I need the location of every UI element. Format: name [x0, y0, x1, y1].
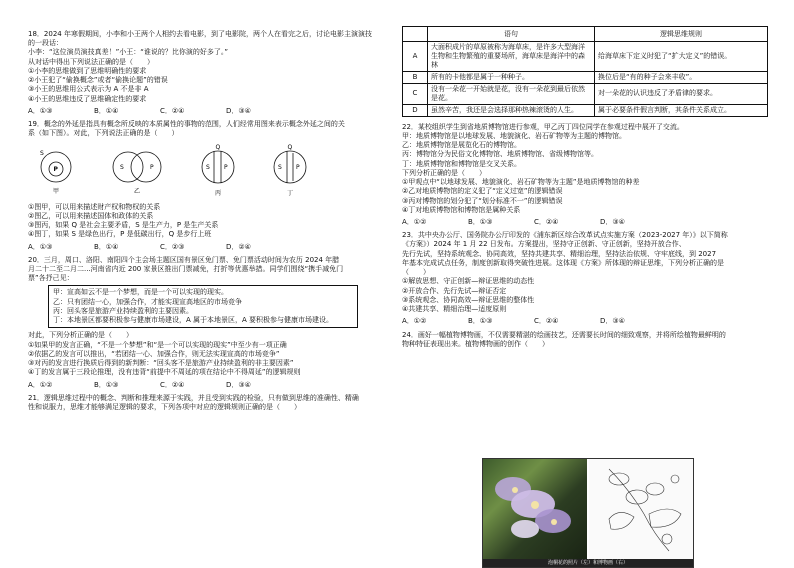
q20-stem-line3: 票”各抒己见： [28, 274, 74, 283]
table-row-label[interactable]: A [403, 42, 428, 72]
q22-statement-3: ③丙对博物馆的划分犯了“划分标准不一”的逻辑错误 [402, 196, 563, 205]
question-20 [28, 256, 390, 390]
q18-option-c[interactable]: C．②④ [160, 106, 185, 115]
q18-stem-line1: 18．2024 年寒假期间，小李和小王两个人相约去看电影，到了电影院，两个人在看完之后，讨论电影主演演技 [28, 30, 372, 38]
table-header-statement: 语句 [428, 27, 595, 42]
paulownia-figure [482, 458, 694, 568]
diagram-yi-label-s: S [120, 163, 124, 171]
q23-option-b[interactable]: B．①③ [468, 317, 493, 326]
q23-stem-line3: 先行先试，坚持系统观念、协同高效，坚持共建共享、精细治理，坚持法治依规、守牢底线，到 2027 [402, 249, 717, 258]
right-column [402, 26, 768, 566]
q23-statement-2: ②开放合作、先行先试—辩证否定 [402, 286, 507, 295]
table-row [403, 71, 768, 83]
q23-options [402, 317, 768, 326]
q18-statement-3: ③小王的思维用公式表示为 A 不是非 A [28, 85, 149, 94]
q18-statement-1: ①小李的思维做到了思维明确性的要求 [28, 66, 147, 75]
diagram-ding-name: 丁 [287, 189, 294, 197]
q18-options [28, 107, 390, 116]
q19-statement-2: ②图乙，可以用来描述国体和政体的关系 [28, 211, 154, 220]
diagram-bing-name: 丙 [215, 189, 222, 197]
q22-option-a[interactable]: A．①② [402, 218, 427, 227]
paulownia-photo-art [483, 459, 587, 559]
diagram-bing-label-s: S [206, 163, 210, 171]
q20-speech-bing: 丙：回头客是旅游产业持续盈利的主要因素。 [53, 306, 193, 315]
q22-option-d[interactable]: D．③④ [600, 218, 625, 227]
diagram-yi-label-p: P [150, 163, 154, 171]
q20-statement-4: ④丁的发言属于三段论推理，没有违背“前提中不周延的项在结论中不得周延”的逻辑规则 [28, 368, 301, 377]
left-column [28, 30, 390, 412]
q23-option-a[interactable]: A．①② [402, 317, 427, 326]
table-row [403, 42, 768, 72]
diagram-bing-label-q: Q [215, 143, 221, 151]
table-header-rule: 逻辑思维规则 [595, 27, 768, 42]
q22-statement-4: ④丁对地质博物馆和博物馆是属种关系 [402, 205, 521, 214]
table-row-statement: 大面积成片的草原被称为海草床，是许多大型海洋生物和生物繁殖的重要场所，海草床是海洋中的森林 [428, 42, 595, 72]
q19-statement-4: ④图丁，如果 S 是绿色出行，P 是低碳出行，Q 是步行上班 [28, 230, 212, 239]
table-row-rule: 属于必要条件假言判断，其条件关系成立。 [595, 104, 768, 116]
table-row-rule: 对一朵花的认识违反了矛盾律的要求。 [595, 83, 768, 104]
table-row-label[interactable]: B [403, 71, 428, 83]
q22-speech-bing: 丙：博物馆分为民俗文化博物馆、地质博物馆、省级博物馆等。 [402, 150, 598, 159]
diagram-jia-label-p: P [53, 165, 58, 173]
diagram-ding-label-s: S [278, 163, 282, 171]
q20-option-a[interactable]: A．①② [28, 380, 53, 389]
q22-ask: 下列分析正确的是（ ） [402, 168, 486, 177]
q23-stem-line4: 年基本完成试点任务，制度创新取得突破性进展。这体现《方案》所体现的辩证思维，下列分析正确的是 [402, 258, 724, 267]
diagram-yi [113, 152, 161, 195]
q22-options [402, 218, 768, 227]
q20-statement-3: ③对丙的发言进行换质后得到的新判断：“回头客不是旅游产业持续盈利的非主要因素” [28, 359, 294, 368]
q24-stem-line2: 物种特征表现出来。植物博物画的创作（ ） [402, 339, 549, 348]
table-row-rule: 换位后是“有的种子会来丰收”。 [595, 71, 768, 83]
diagram-bing [202, 144, 234, 197]
table-row-label[interactable]: C [403, 83, 428, 104]
question-18 [28, 30, 390, 116]
paulownia-drawing-art [589, 459, 693, 559]
q18-statement-2: ②小王犯了“偷换概念”或者“偷换论题”的错误 [28, 76, 168, 85]
question-19 [28, 120, 390, 252]
q19-options [28, 243, 390, 252]
table-header-blank [403, 27, 428, 42]
q23-statement-1: ①解放思想、守正创新—辩证思维的动态性 [402, 277, 535, 286]
q21-logic-table [402, 26, 768, 117]
q19-option-d[interactable]: D．②④ [226, 242, 251, 251]
q19-statement-1: ①图甲，可以用来描述财产权和物权的关系 [28, 202, 161, 211]
q18-ask: 从对话中得出下列说法正确的是（ ） [28, 57, 154, 66]
q20-speech-yi: 乙：只有团结一心，加强合作，才能实现宣高地区的市场竞争 [53, 297, 242, 306]
q20-option-d[interactable]: D．③④ [226, 380, 251, 389]
diagram-ding-label-p: P [296, 163, 300, 171]
q18-option-d[interactable]: D．③④ [226, 106, 251, 115]
paulownia-drawing [589, 459, 693, 559]
q23-stem-line5: （ ） [402, 268, 430, 277]
q24-stem-line1: 24．画好一幅植物博物画，不仅需要精湛的绘画技艺，还需要长时间的细致观察，并将所绘植物最鲜明的 [402, 330, 726, 339]
q22-option-c[interactable]: C．②④ [534, 218, 559, 227]
diagram-jia-name: 甲 [53, 187, 60, 195]
diagram-jia-label-s: S [40, 149, 44, 157]
q20-options [28, 381, 390, 390]
q20-option-b[interactable]: B．①③ [94, 380, 119, 389]
question-22 [402, 123, 768, 228]
q18-statement-4: ④小王的思维违反了思维确定性的要求 [28, 94, 147, 103]
diagram-bing-label-p: P [224, 163, 228, 171]
table-row [403, 104, 768, 116]
q22-stem: 22．某校组织学生到省地质博物馆进行参观，甲乙丙丁四位同学在参观过程中展开了交流。 [402, 122, 684, 131]
q21-stem-line2: 性和说服力，思维才能够满足逻辑的要求，下列各项中对应的逻辑规则正确的是（ ） [28, 403, 301, 412]
q22-statement-1: ①甲观点中“以地球发展、地貌演化、岩石矿物等为主题”是地质博物馆的种差 [402, 178, 640, 187]
q23-stem-line1: 23．共中央办公厅、国务院办公厅印发的《浦东新区综合改革试点实施方案（2023-2027 年）》以下简称 [402, 231, 728, 240]
diagram-ding-label-q: Q [287, 143, 293, 151]
diagram-jia [40, 150, 71, 195]
q19-option-a[interactable]: A．①③ [28, 242, 53, 251]
q19-stem-line1: 19．概念的外延是指具有概念所反映的本质属性的事物的范围，人们经常用图来表示概念外延之间的关 [28, 120, 345, 129]
q19-option-b[interactable]: B．①④ [94, 242, 119, 251]
table-row-label[interactable]: D [403, 104, 428, 116]
diagram-ding [274, 144, 306, 197]
q23-statement-3: ③系统观念、协同高效—辩证思维的整体性 [402, 295, 535, 304]
question-24 [402, 331, 768, 349]
q19-stem-line2: 系（如下图）。对此，下列说法正确的是（ ） [28, 129, 179, 138]
q23-statement-4: ④共建共享、精细治理—适度原则 [402, 305, 507, 314]
q23-option-c[interactable]: C．②④ [534, 317, 559, 326]
q18-dialog: 小李：“这位演员演技真差！”小王：“谁说的？比你演的好多了。” [28, 48, 229, 57]
table-row-rule: 给海草床下定义时犯了“扩大定义”的错误。 [595, 42, 768, 72]
q20-speech-box [48, 285, 358, 328]
question-21 [28, 394, 390, 412]
paulownia-photo [483, 459, 587, 559]
q20-speech-ding: 丁：本地景区都要积极参与健康市场建设，A 属于本地景区，A 要积极参与健康市场建设。 [53, 316, 334, 325]
q18-stem-line2: 的一段话： [28, 39, 63, 48]
q23-option-d[interactable]: D．③④ [600, 317, 625, 326]
q18-option-a[interactable]: A．①③ [28, 106, 53, 115]
q21-stem-line1: 21．逻辑思维过程中的概念、判断和推理来源于实践，并且受到实践的检验，只有做到思维的准确性、精确 [28, 393, 359, 402]
table-row-statement: 虽然辛苦，我还是会选择那种热辣滚烫的人生。 [428, 104, 595, 116]
table-row [403, 83, 768, 104]
table-row-statement: 没有一朵花一开始就是花，没有一朵花到最后依然是花。 [428, 83, 595, 104]
table-row-statement: 所有的卡他都是属于一种种子。 [428, 71, 595, 83]
q20-stem-line1: 20．三月，周口、洛阳、南阳四个主会场主题区国有景区免门票、免门票活动时间为农历 2024 年腊 [28, 255, 340, 264]
q18-option-b[interactable]: B．①④ [94, 106, 119, 115]
q22-statement-2: ②乙对地质博物馆的定义犯了“定义过宽”的逻辑错误 [402, 187, 563, 196]
q19-option-c[interactable]: C．②③ [160, 242, 185, 251]
q19-statement-3: ③图丙，如果 Q 是社会主要矛盾，S 是生产力，P 是生产关系 [28, 221, 219, 230]
venn-diagrams-svg [28, 141, 390, 201]
table-header-row [403, 27, 768, 42]
question-23 [402, 231, 768, 326]
diagram-yi-name: 乙 [134, 187, 141, 195]
q22-speech-yi: 乙：地质博物馆是展览化石的博物馆。 [402, 141, 521, 150]
q20-speech-jia: 甲：宣高如云不是一个梦想，而是一个可以实现的现实。 [53, 288, 228, 297]
q22-speech-ding: 丁：地质博物馆和博物馆是交叉关系。 [402, 159, 521, 168]
figure-caption: 泡桐花的照片（左）和博物画（右） [483, 559, 693, 567]
q20-statement-2: ②依据乙的发言可以推出，“若团结一心、加强合作，则无法实现宣高的市场竞争” [28, 349, 280, 358]
q23-stem-line2: 《方案》）2024 年 1 月 22 日发布。方案提出，坚持守正创新、守正创新，坚持开放合作、 [402, 240, 686, 249]
q20-stem-line2: 月二十二至二月二...河南省内近 200 家景区推出门票减免，打折等优惠举措。同学们围绕“携手减免门 [28, 264, 344, 273]
q20-statement-1: ①如果甲的发言正确，“不是一个梦想”和“是一个可以实现的现实”中至少有一项正确 [28, 340, 287, 349]
q20-option-c[interactable]: C．②④ [160, 380, 185, 389]
q22-option-b[interactable]: B．①③ [468, 218, 493, 227]
q22-speech-jia: 甲：地质博物馆是以地球发展、地貌演化、岩石矿物等为主题的博物馆。 [402, 131, 626, 140]
concept-diagrams [28, 141, 390, 201]
q20-ask: 对此，下列分析正确的是（ ） [28, 331, 133, 340]
